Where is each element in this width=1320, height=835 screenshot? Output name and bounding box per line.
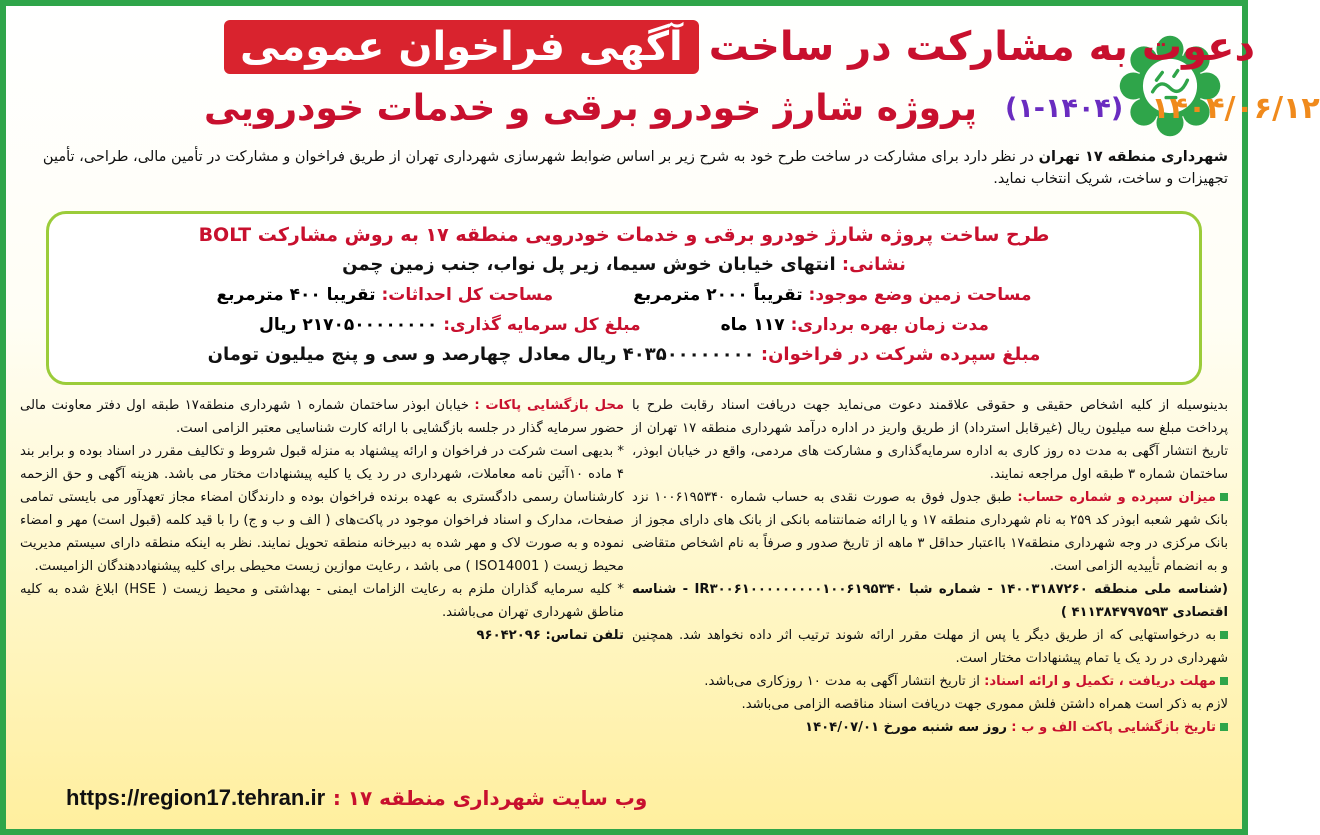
info-area-row [67, 280, 1181, 310]
info-built-area: مساحت کل احداثات: تقریبا ۴۰۰ مترمربع [216, 285, 554, 305]
intro-paragraph [16, 146, 1228, 190]
title-text: دعوت به مشارکت در ساخت [708, 24, 1256, 70]
info-investment: مبلغ کل سرمایه گذاری: ۲۱۷۰۵۰۰۰۰۰۰۰۰ ریال [259, 315, 641, 335]
deposit-paragraph: میزان سپرده و شماره حساب: طبق جدول فوق به صورت نقدی به حساب شماره ۱۰۰۶۱۹۵۳۴۰ نزد بانک شهر شعبه ابوذر کد ۲۵۹ به نام شهرداری منطقه ۱۷ و یا ارائه ضمانتنامه بانکی از بانک های دارای مجوز از بانک مرکزی در وجه شهرداری منطقه۱۷ بااعتبار حداقل ۳ ماهه از تاریخ صدور و صرفاً به نام اشخاص متقاضی و به انضمام تأییدیه الزامی است. [632, 490, 1229, 574]
right-column [632, 394, 1228, 814]
subtitle-row [204, 80, 1320, 136]
project-title: پروژه شارژ خودرو برقی و خدمات خودرویی [204, 87, 977, 129]
invitation-paragraph: بدینوسیله از کلیه اشخاص حقیقی و حقوقی علاقمند دعوت می‌نماید جهت دریافت اسناد رقابت طرح با پرداخت مبلغ سه میلیون ریال (غیرقابل استرداد) از طریق واریز در اداره درآمد شهرداری منطقه ۱۷ تهران از تاریخ انتشار آگهی به مدت ده روز کاری به اداره سرمایه‌گذاری و مشارکت های مردمی، واقع در خیابان ابوذر، ساختمان شماره ۳ طبقه اول مراجعه نمایند. [632, 398, 1229, 482]
website-link[interactable]: https://region17.tehran.ir [66, 785, 326, 810]
website-label: وب سایت شهرداری منطقه ۱۷ : [332, 786, 648, 810]
tender-code: (۱-۱۴۰۴) [1004, 92, 1124, 124]
location-paragraph: محل بازگشایی پاکات : خیابان ابوذر ساختمان شماره ۱ شهرداری منطقه۱۷ طبقه اول دفتر معاونت مالی حضور سرمایه گذار در جلسه بازگشایی با ارائه کارت شناسایی معتبر الزامی است. [20, 398, 625, 436]
title-row [224, 16, 1256, 78]
deadline-paragraph: مهلت دریافت ، تکمیل و ارائه اسناد: از تاریخ انتشار آگهی به مدت ۱۰ روزکاری می‌باشد. [632, 670, 1228, 693]
intro-org: شهرداری منطقه ۱۷ تهران [1038, 149, 1228, 165]
info-deposit: مبلغ سپرده شرکت در فراخوان: ۴۰۳۵۰۰۰۰۰۰۰۰ ریال معادل چهارصد و سی و پنج میلیون تومان [207, 344, 1041, 365]
info-period-row [67, 310, 1181, 340]
info-heading: طرح ساخت پروژه شارژ خودرو برقی و خدمات خودرویی منطقه ۱۷ به روش مشارکت BOLT [198, 224, 1050, 246]
phone-line: تلفن تماس: ۹۶۰۴۲۰۹۶ [476, 628, 624, 643]
left-column [20, 394, 624, 814]
opening-date-paragraph: تاریخ بازگشایی پاکت الف و ب : روز سه شنبه مورخ ۱۴۰۴/۰۷/۰۱ [632, 716, 1228, 739]
conditions-paragraph: * بدیهی است شرکت در فراخوان و ارائه پیشنهاد به منزله قبول شروط و تکالیف مقرر در اسناد بوده و برابر بند ۴ ماده ۱۰آئین نامه معاملات، شهرداری در رد یک یا کلیه پیشنهادات مختار می باشد. هزینه آگهی و حق الزحمه کارشناسان رسمی دادگستری به عهده برنده فراخوان بوده و دارندگان امضاء مجاز تعهدآور می بایستی تمامی صفحات، مدارک و اسناد فراخوان موجود در پاکت‌های ( الف و ب و ج) را با قید کلمه (قبول است) مهر و امضاء نموده و به صورت لاک و مهر شده به دبیرخانه منطقه تحویل نمایند. نظر به اینکه منطقه دارای سیستم مدیریت محیط زیست ( ISO14001 ) می باشد ، رعایت موازین زیست محیطی برای کلیه پیشنهاددهندگان الزامیست. [20, 444, 624, 574]
bullet-icon [1220, 723, 1228, 731]
late-submission-paragraph: به درخواستهایی که از طریق دیگر یا پس از مهلت مقرر ارائه شوند ترتیب اثر داده نخواهد شد. همچنین شهرداری در رد یک یا تمام پیشنهادات مختار است. [632, 628, 1228, 666]
intro-text: در نظر دارد برای مشارکت در ساخت طرح خود به شرح زیر بر اساس ضوابط شهرسازی شهرداری تهران از طریق فراخوان و مشارکت در تأمین مالی، طراحی، تأمین تجهیزات و ساخت، شریک انتخاب نماید. [42, 149, 1228, 187]
info-period: مدت زمان بهره برداری: ۱۱۷ ماه [720, 315, 989, 335]
info-land-area: مساحت زمین وضع موجود: تقریباً ۲۰۰۰ مترمربع [633, 285, 1032, 305]
bullet-icon [1220, 677, 1228, 685]
bullet-icon [1220, 493, 1228, 501]
info-address: نشانی: انتهای خیابان خوش سیما، زیر پل نواب، جنب زمین چمن [342, 254, 906, 275]
flash-note: لازم به ذکر است همراه داشتن فلش مموری جهت دریافت اسناد مناقصه الزامی می‌باشد. [741, 697, 1228, 712]
publish-date: ۱۴۰۴/۰۶/۱۲ [1151, 90, 1320, 126]
project-info-box [46, 211, 1202, 385]
website-line [66, 785, 647, 811]
identifiers-paragraph: (شناسه ملی منطقه ۱۴۰۰۳۱۸۷۲۶۰ - شماره شبا IR۳۰۰۶۱۰۰۰۰۰۰۰۰۰۱۰۰۶۱۹۵۳۴۰ - شناسه اقتصادی ۴۱۱۳۸۴۷۹۷۵۹۳ ) [632, 582, 1229, 620]
bullet-icon [1220, 631, 1228, 639]
title-highlight: آگهی فراخوان عمومی [224, 20, 699, 74]
hse-paragraph: * کلیه سرمایه گذاران ملزم به رعایت الزامات ایمنی - بهداشتی و محیط زیست ( HSE) ابلاغ شده به کلیه مناطق شهرداری تهران می‌باشند. [20, 582, 624, 620]
